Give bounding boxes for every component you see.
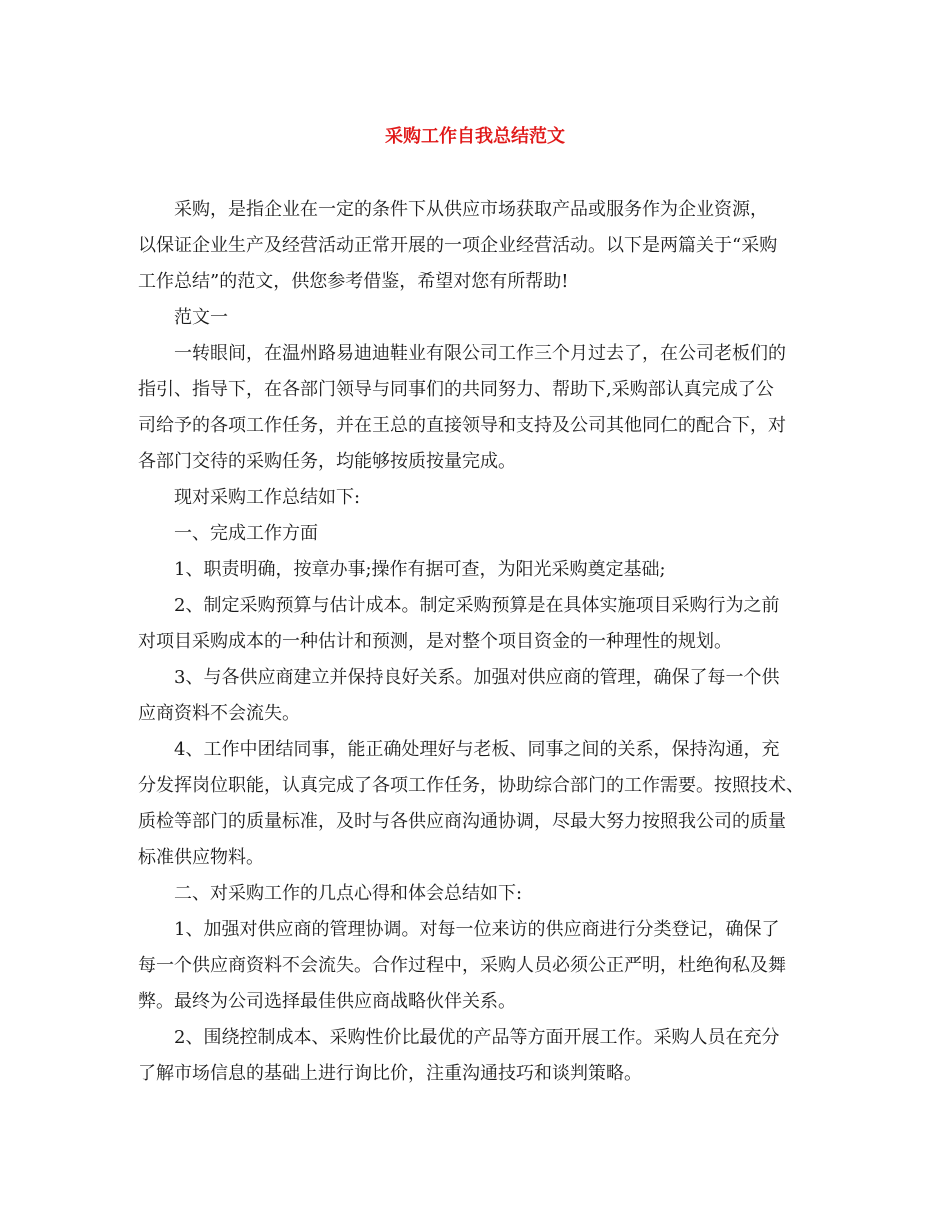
paragraph-line: 2、制定采购预算与估计成本。制定采购预算是在具体实施项目采购行为之前 [174,595,780,616]
paragraph-line: 对项目采购成本的一种估计和预测，是对整个项目资金的一种理性的规划。 [138,631,732,652]
paragraph-line: 各部门交待的采购任务，均能够按质按量完成。 [138,451,516,472]
paragraph-line: 以保证企业生产及经营活动正常开展的一项企业经营活动。以下是两篇关于“采购 [138,235,778,256]
paragraph-line: 指引、指导下，在各部门领导与同事们的共同努力、帮助下,采购部认真完成了公 [138,379,774,400]
page-title: 采购工作自我总结范文 [385,126,565,147]
paragraph-line: 采购，是指企业在一定的条件下从供应市场获取产品或服务作为企业资源， [174,199,768,220]
paragraph-line: 2、围绕控制成本、采购性价比最优的产品等方面开展工作。采购人员在充分 [174,1027,780,1048]
paragraph-line: 了解市场信息的基础上进行询比价，注重沟通技巧和谈判策略。 [138,1063,642,1084]
paragraph-line: 3、与各供应商建立并保持良好关系。加强对供应商的管理，确保了每一个供 [174,667,780,688]
paragraph-line: 分发挥岗位职能，认真完成了各项工作任务，协助综合部门的工作需要。按照技术、 [138,775,804,796]
section-heading: 二、对采购工作的几点心得和体会总结如下: [174,883,523,904]
paragraph-line: 司给予的各项工作任务，并在王总的直接领导和支持及公司其他同仁的配合下，对 [138,415,786,436]
paragraph-line: 标准供应物料。 [138,847,264,868]
section-heading: 范文一 [174,307,228,328]
paragraph-line: 工作总结”的范文，供您参考借鉴，希望对您有所帮助! [138,271,569,292]
paragraph-line: 质检等部门的质量标准，及时与各供应商沟通协调，尽最大努力按照我公司的质量 [138,811,786,832]
section-heading: 一、完成工作方面 [174,523,318,544]
paragraph-line: 1、加强对供应商的管理协调。对每一位来访的供应商进行分类登记，确保了 [174,919,780,940]
paragraph-line: 弊。最终为公司选择最佳供应商战略伙伴关系。 [138,991,516,1012]
paragraph-line: 1、职责明确，按章办事;操作有据可查，为阳光采购奠定基础; [174,559,666,580]
paragraph-line: 一转眼间，在温州路易迪迪鞋业有限公司工作三个月过去了，在公司老板们的 [174,343,786,364]
paragraph-line: 每一个供应商资料不会流失。合作过程中，采购人员必须公正严明，杜绝徇私及舞 [138,955,786,976]
paragraph-line: 现对采购工作总结如下: [174,487,361,508]
paragraph-line: 4、工作中团结同事，能正确处理好与老板、同事之间的关系，保持沟通，充 [174,739,780,760]
paragraph-line: 应商资料不会流失。 [138,703,300,724]
